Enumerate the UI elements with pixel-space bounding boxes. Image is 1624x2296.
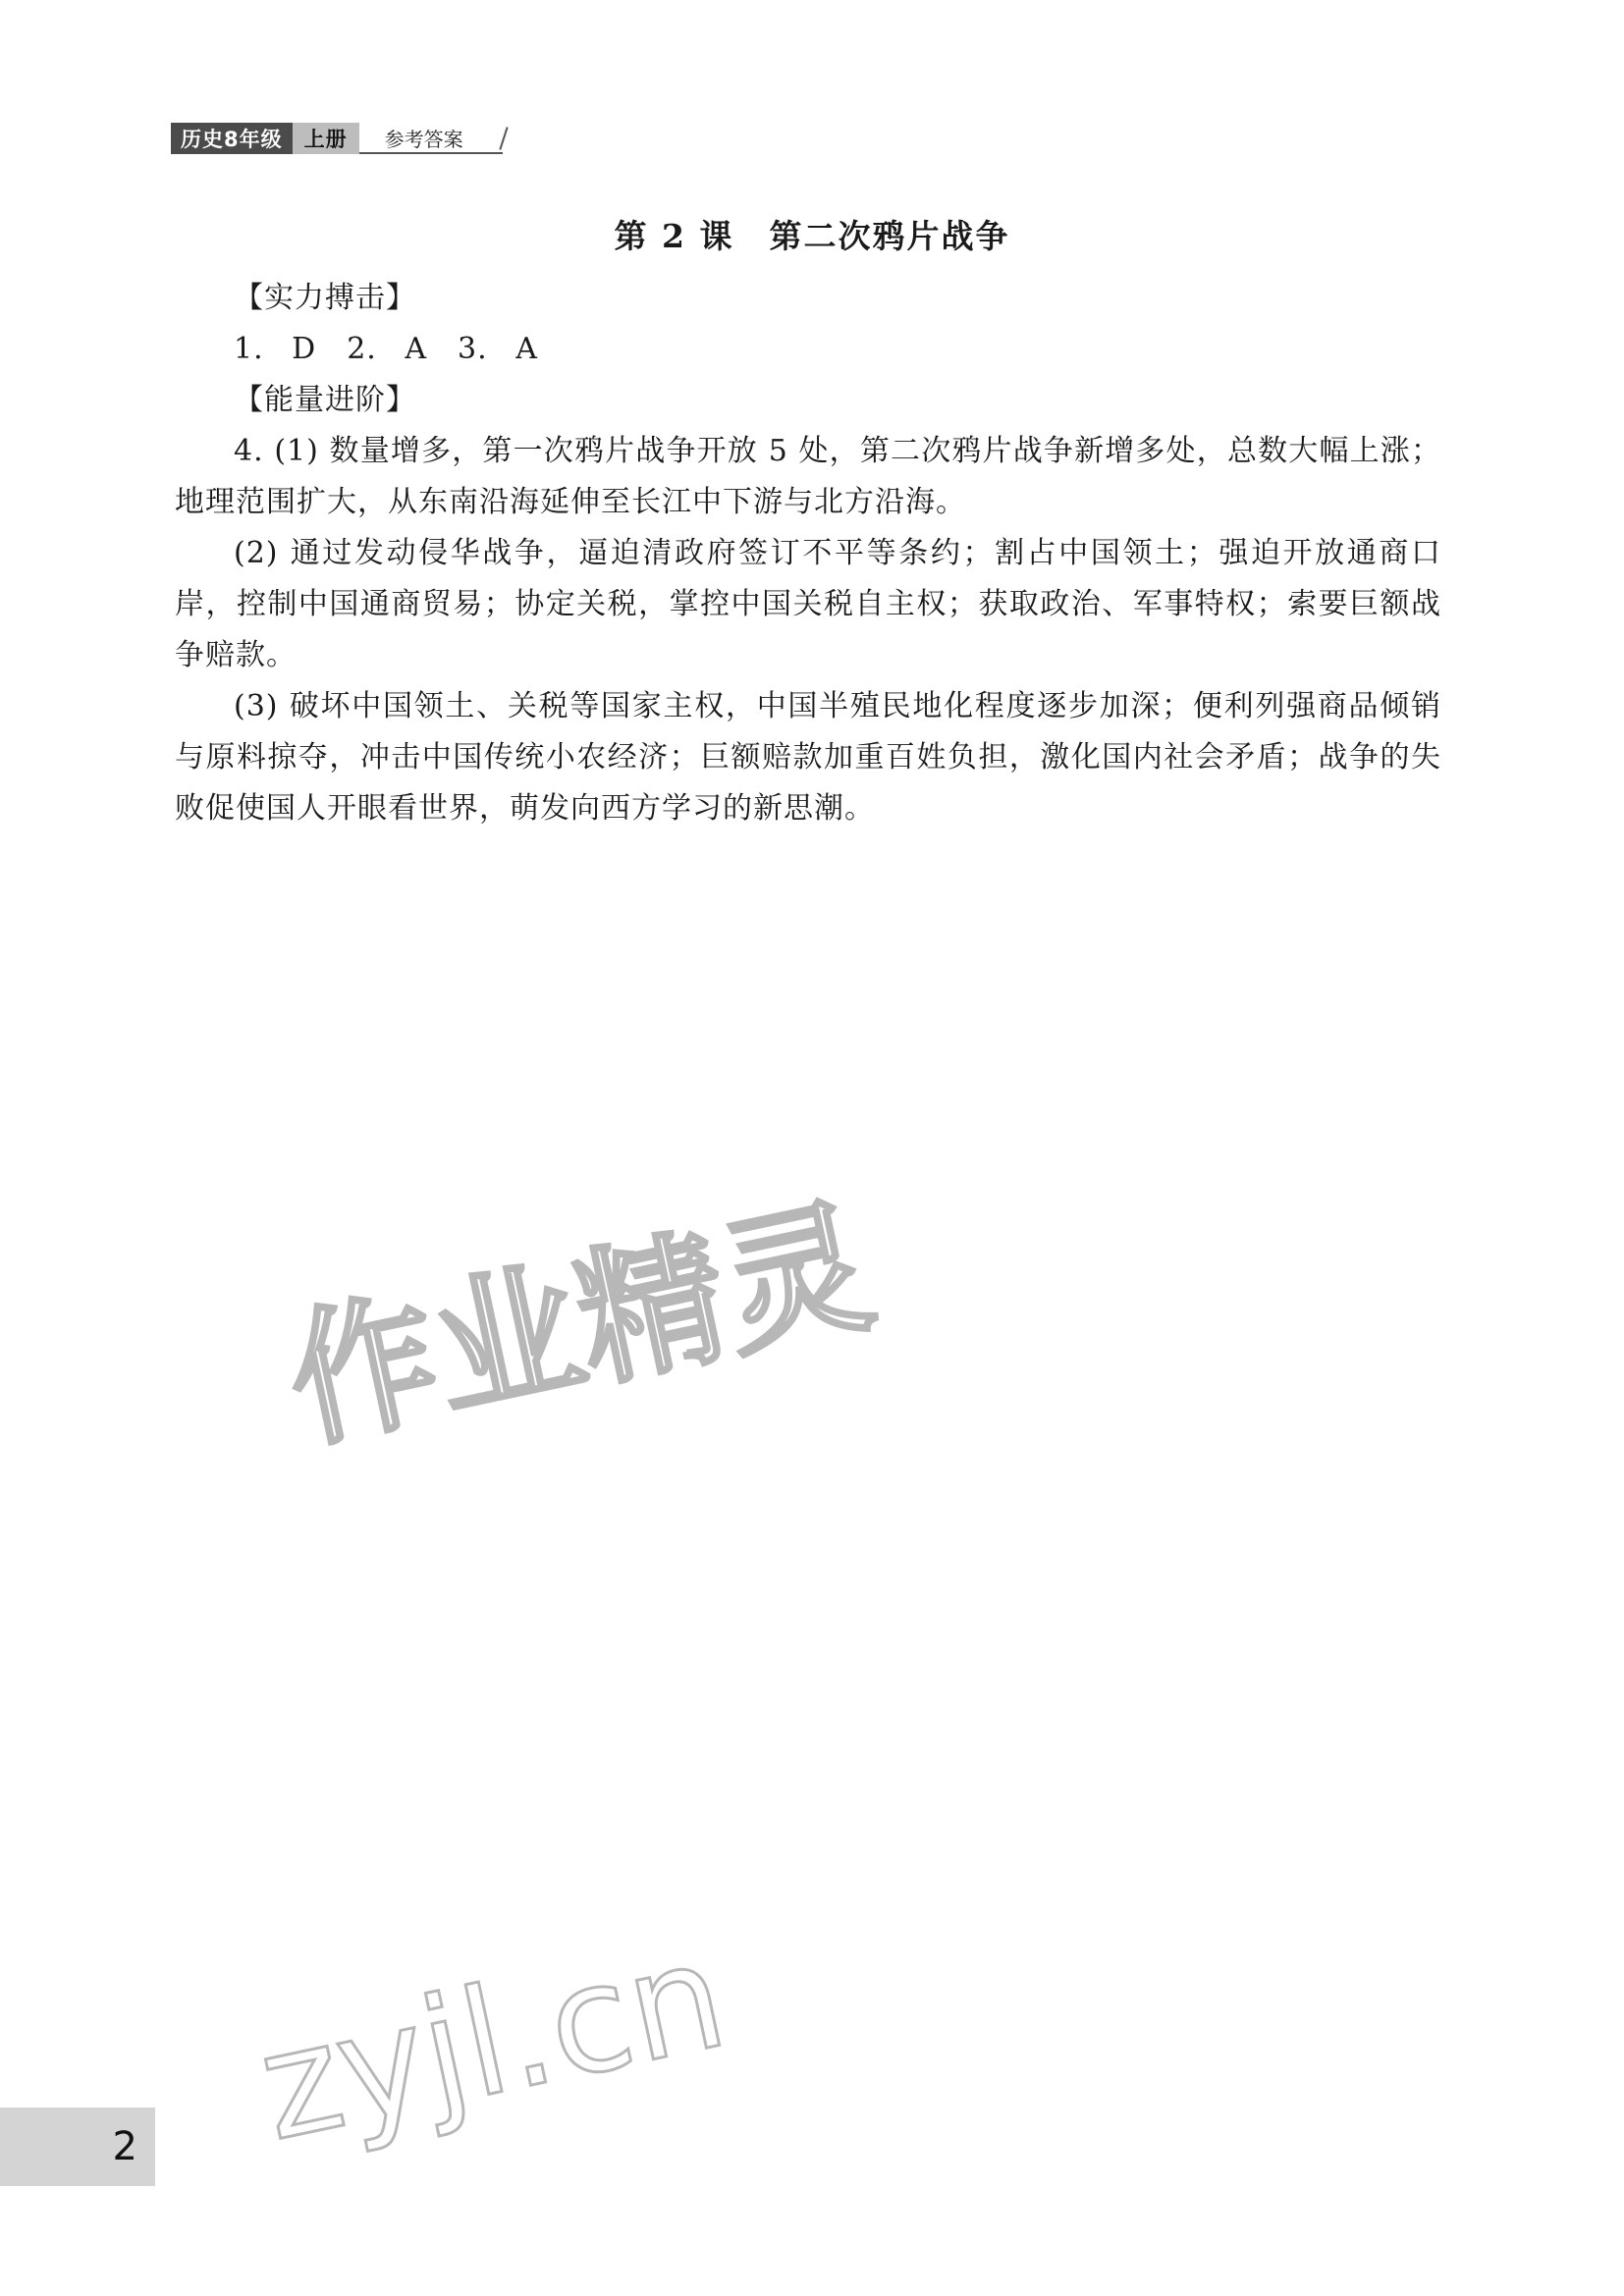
- choice-answers: 1. D 2. A 3. A: [234, 332, 538, 366]
- lesson-title: [0, 211, 1624, 257]
- section-heading-advanced: 【能量进阶】: [234, 383, 416, 417]
- header-subject-label: 历史8年级: [171, 123, 293, 154]
- answer-paragraph-2: (2) 通过发动侵华战争，逼迫清政府签订不平等条约；割占中国领土；强迫开放通商口岸，控制中国通商贸易；协定关税，掌控中国关税自主权；获取政治、军事特权；索要巨额战争赔款。: [175, 536, 1441, 672]
- lesson-name: 第二次鸦片战争: [769, 217, 1010, 255]
- lesson-number: 第 2 课: [614, 217, 734, 255]
- running-header: [171, 123, 503, 154]
- answer-content: [175, 273, 1441, 834]
- header-section-label: 参考答案: [359, 123, 503, 154]
- answer-paragraph-1: 4. (1) 数量增多，第一次鸦片战争开放 5 处，第二次鸦片战争新增多处，总数大幅上涨；地理范围扩大，从东南沿海延伸至长江中下游与北方沿海。: [175, 434, 1441, 519]
- header-volume-label: 上册: [293, 123, 359, 154]
- watermark-bottom-text: zyjl.cn: [245, 1909, 739, 2174]
- page-number-label: 2: [112, 2124, 137, 2169]
- answer-paragraph-3: (3) 破坏中国领土、关税等国家主权，中国半殖民地化程度逐步加深；便利列强商品倾销与原料掠夺，冲击中国传统小农经济；巨额赔款加重百姓负担，激化国内社会矛盾；战争的失败促使国人开眼看世界，萌发向西方学习的新思潮。: [175, 689, 1441, 826]
- watermark-logo-top: [265, 1181, 887, 1470]
- watermark-top-text: 作业精灵: [274, 1181, 887, 1470]
- watermark-logo-bottom: [245, 1909, 795, 2174]
- section-heading-practice: 【实力搏击】: [234, 281, 416, 315]
- page-number: [0, 2108, 155, 2186]
